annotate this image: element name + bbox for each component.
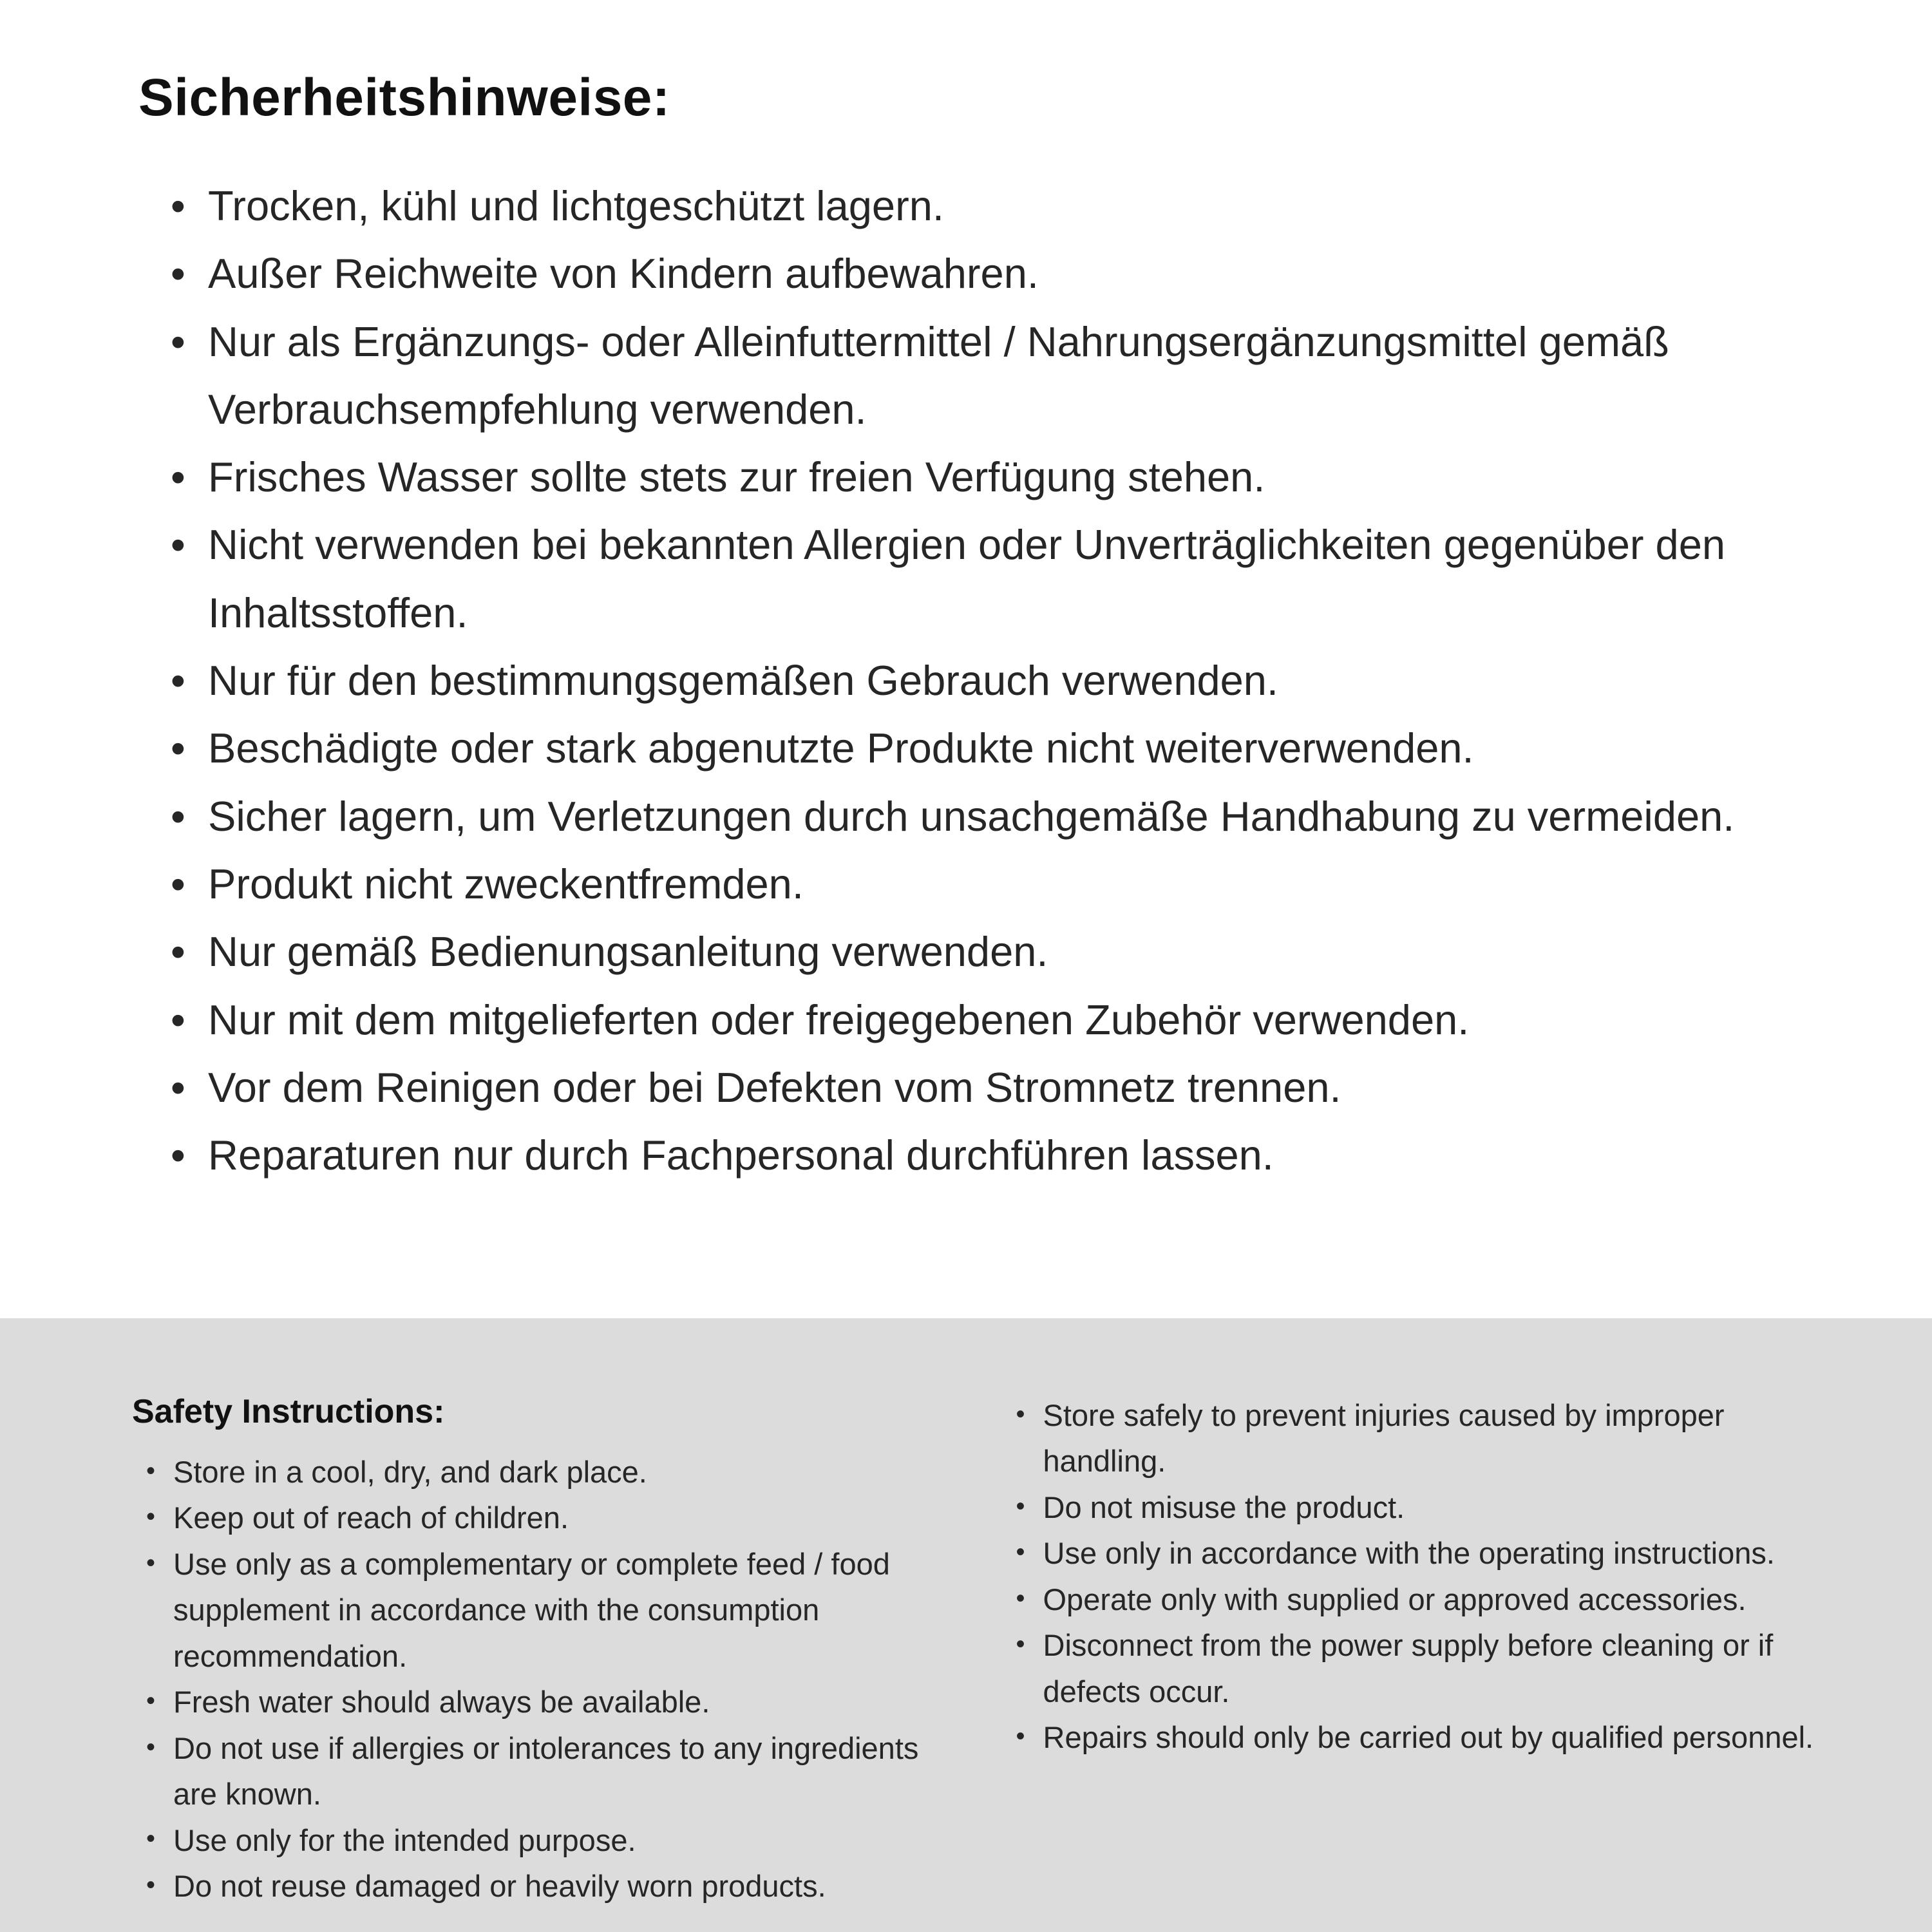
english-right-column	[1016, 1392, 1817, 1761]
list-item: • Keep out of reach of children.	[146, 1495, 933, 1540]
list-item: • Do not misuse the product.	[1016, 1484, 1817, 1530]
list-item: • Nur als Ergänzungs- oder Alleinfuttermittel / Nahrungsergänzungsmittel gemäß Verbrauchsempfehlung verwenden.	[171, 308, 1803, 444]
list-item: • Repairs should only be carried out by qualified personnel.	[1016, 1714, 1817, 1760]
german-instructions-list	[171, 172, 1803, 1189]
english-section-title: Safety Instructions:	[132, 1393, 445, 1430]
english-instructions-list-right	[1016, 1392, 1817, 1761]
list-item: • Nur mit dem mitgelieferten oder freigegebenen Zubehör verwenden.	[171, 986, 1803, 1054]
list-item: • Beschädigte oder stark abgenutzte Produkte nicht weiterverwenden.	[171, 714, 1803, 782]
english-instructions-list-left	[146, 1449, 933, 1909]
english-section	[0, 1318, 1932, 1932]
german-section-title: Sicherheitshinweise:	[138, 68, 670, 127]
list-item: • Nur für den bestimmungsgemäßen Gebrauch verwenden.	[171, 647, 1803, 714]
list-item: • Use only for the intended purpose.	[146, 1817, 933, 1863]
list-item: • Use only in accordance with the operating instructions.	[1016, 1530, 1817, 1576]
english-columns	[132, 1392, 1816, 1909]
list-item: • Operate only with supplied or approved accessories.	[1016, 1577, 1817, 1622]
list-item: • Außer Reichweite von Kindern aufbewahren.	[171, 240, 1803, 307]
list-item: • Frisches Wasser sollte stets zur freien Verfügung stehen.	[171, 443, 1803, 511]
list-item: • Trocken, kühl und lichtgeschützt lagern.	[171, 172, 1803, 240]
list-item: • Nicht verwenden bei bekannten Allergien oder Unverträglichkeiten gegenüber den Inhaltsstoffen.	[171, 511, 1803, 647]
list-item: • Vor dem Reinigen oder bei Defekten vom Stromnetz trennen.	[171, 1054, 1803, 1121]
list-item: • Disconnect from the power supply before cleaning or if defects occur.	[1016, 1622, 1817, 1714]
list-item: • Do not use if allergies or intolerances to any ingredients are known.	[146, 1725, 933, 1817]
list-item: • Use only as a complementary or complete feed / food supplement in accordance with the consumption recommendation.	[146, 1541, 933, 1679]
list-item: • Produkt nicht zweckentfremden.	[171, 850, 1803, 918]
english-left-column	[132, 1392, 933, 1909]
list-item: • Fresh water should always be available.	[146, 1679, 933, 1725]
list-item: • Nur gemäß Bedienungsanleitung verwenden.	[171, 918, 1803, 985]
list-item: • Reparaturen nur durch Fachpersonal durchführen lassen.	[171, 1121, 1803, 1189]
list-item: • Store safely to prevent injuries caused by improper handling.	[1016, 1392, 1817, 1484]
list-item: • Store in a cool, dry, and dark place.	[146, 1449, 933, 1495]
list-item: • Do not reuse damaged or heavily worn products.	[146, 1863, 933, 1909]
list-item: • Sicher lagern, um Verletzungen durch unsachgemäße Handhabung zu vermeiden.	[171, 782, 1803, 850]
